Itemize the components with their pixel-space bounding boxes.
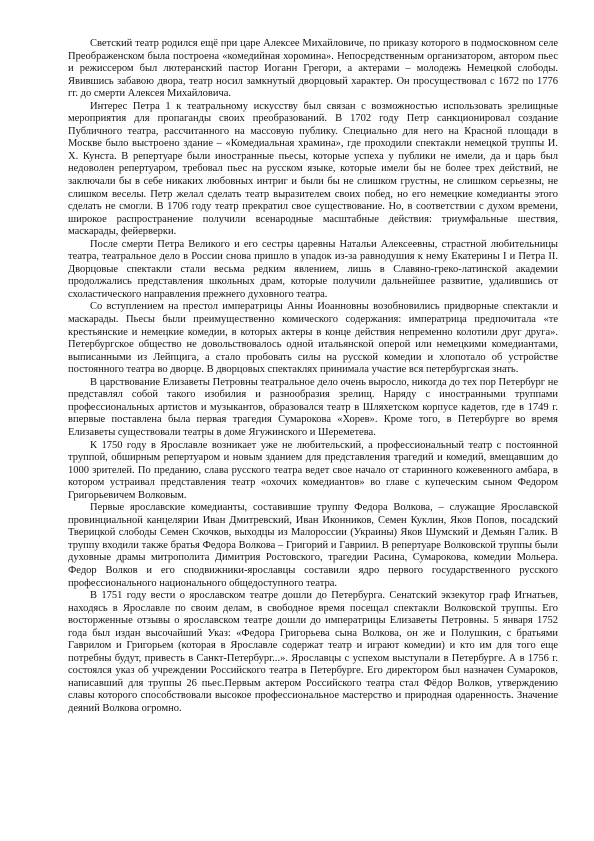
paragraph-court-theatre: Светский театр родился ещё при царе Алексее Михайловиче, по приказу которого в подмосковном селе Преображенском была построена «комедийная хоромина». Непосредственным организатором, автором пьес и режиссером был лютеранский пастор Иоганн Грегори, а актерами – молодежь Немецкой слободы. Явившись забавою двора, театр носил замкнутый дворцовый характер. Он просуществовал с 1672 по 1776 гг. до смерти Алексея Михайловича. xyxy=(68,38,558,100)
paragraph-peter-first: Интерес Петра 1 к театральному искусству был связан с возможностью использовать зрелищные мероприятия для пропаганды своих преобразований. В 1702 году Петр санкционировал создание Публичного театра, рассчитанного на массовую публику. Специально для него на Красной площади в Москве было выстроено здание – «Комедиальная храмина», где проходили спектакли немецкой труппы И. Х. Кунста. В репертуаре были иностранные пьесы, которые успеха у публики не имели, да и царь был недоволен репертуаром, требовал пьес на русском языке, которые имели бы не более трех действий, не заключали бы в себе никаких любовных интриг и были бы не слишком грустны, не слишком серьезны, не слишком веселы. Петр желал сделать театр выразителем своих побед, но его немецкие комедианты этого сделать не смогли. В 1706 году театр прекратил свое существование. Но, в соответствии с духом времени, широкое распространение получили всенародные масштабные действия: триумфальные шествия, маскарады, фейерверки. xyxy=(68,100,558,238)
paragraph-anna-ioannovna: Со вступлением на престол императрицы Анны Иоанновны возобновились придворные спектакли и маскарады. Пьесы были преимущественно комического содержания: императрица предпочитала «те крестьянские и немецкие комедии, в которых актеры в конце действия непременно колотили друг друга». Петербургское общество не довольствовалось одной итальянской оперой или немецкими комедиантами, выписанными из Лейпцига, а стало пробовать силы на русской комедии и хлопотало об устройстве постоянного театра во дворце. В дворцовых спектаклях принимала участие вся петербургская знать. xyxy=(68,301,558,376)
paragraph-petersburg-1751: В 1751 году вести о ярославском театре дошли до Петербурга. Сенатский экзекутор граф Игнатьев, находясь в Ярославле по своим делам, в свободное время посещал спектакли Волковской труппы. Его восторженные отзывы о ярославском театре дошли до императрицы Елизаветы Петровны. 5 января 1752 года был издан высочайший Указ: «Федора Григорьева сына Волкова, он же и Полушкин, с братьями Гаврилом и Григорьем (которая в Ярославле содержат театр и играют комедии) и кто им для того еще потребны будут, привесть в Санкт-Петербург...». Ярославцы с успехом выступали в Петербурге. А в 1756 г. состоялся указ об учреждении Российского театра в Петербурге. Его директором был назначен Сумароков, написавший для труппы 26 пьес.Первым актером Российского театра стал Фёдор Волков, утверждению славы которого способствовали высокое профессиональное мастерство и природная одаренность. Значение деяний Волкова огромно. xyxy=(68,590,558,714)
paragraph-yaroslavl-1750: К 1750 году в Ярославле возникает уже не любительский, а профессиональный театр с постоянной труппой, обширным репертуаром и новым зданием для представления трагедий и комедий, вмещавшим до 1000 зрителей. По преданию, слава русского театра ведет свое начало от старинного кожевенного амбара, в котором устраивал представления театр «охочих комедиантов» во главе с купеческим сыном Федором Григорьевичем Волковым. xyxy=(68,439,558,501)
paragraph-elizabeth: В царствование Елизаветы Петровны театральное дело очень выросло, никогда до тех пор Петербург не представлял собой такого изобилия и разнообразия зрелищ. Наряду с иностранными труппами профессиональных артистов и музыкантов, образовался театр в Шляхетском корпусе кадетов, где в 1749 г. впервые поставлена была первая трагедия Сумарокова «Хорев». Кроме того, в Петербурге во время Елизаветы существовали театры в доме Ягужинского и Шереметева. xyxy=(68,376,558,438)
paragraph-volkov-troupe: Первые ярославские комедианты, составившие труппу Федора Волкова, – служащие Ярославской провинциальной канцелярии Иван Дмитревский, Иван Иконников, Семен Куклин, Яков Попов, посадский Тверицкой слободы Семен Скочков, выходцы из Малороссии (Украины) Яков Шумский и Демьян Галик. В труппу входили также братья Федора Волкова – Григорий и Гавриил. В репертуаре Волковской труппы были духовные драмы митрополита Димитрия Ростовского, трагедии Расина, Сумарокова, комедии Мольера. Федор Волков и его сподвижники-ярославцы составили ядро первого государственного русского профессионального национального общедоступного театра. xyxy=(68,502,558,589)
paragraph-after-peter: После смерти Петра Великого и его сестры царевны Натальи Алексеевны, страстной любительницы театра, театральное дело в России снова пришло в упадок из-за равнодушия к нему Екатерины I и Петра II. Дворцовые спектакли стали весьма редким явлением, лишь в Славяно-греко-латинской академии продолжались представления школьных драм, которые получили дальнейшее развитие, удалившись от схоластического направления прежнего духовного театра. xyxy=(68,238,558,300)
